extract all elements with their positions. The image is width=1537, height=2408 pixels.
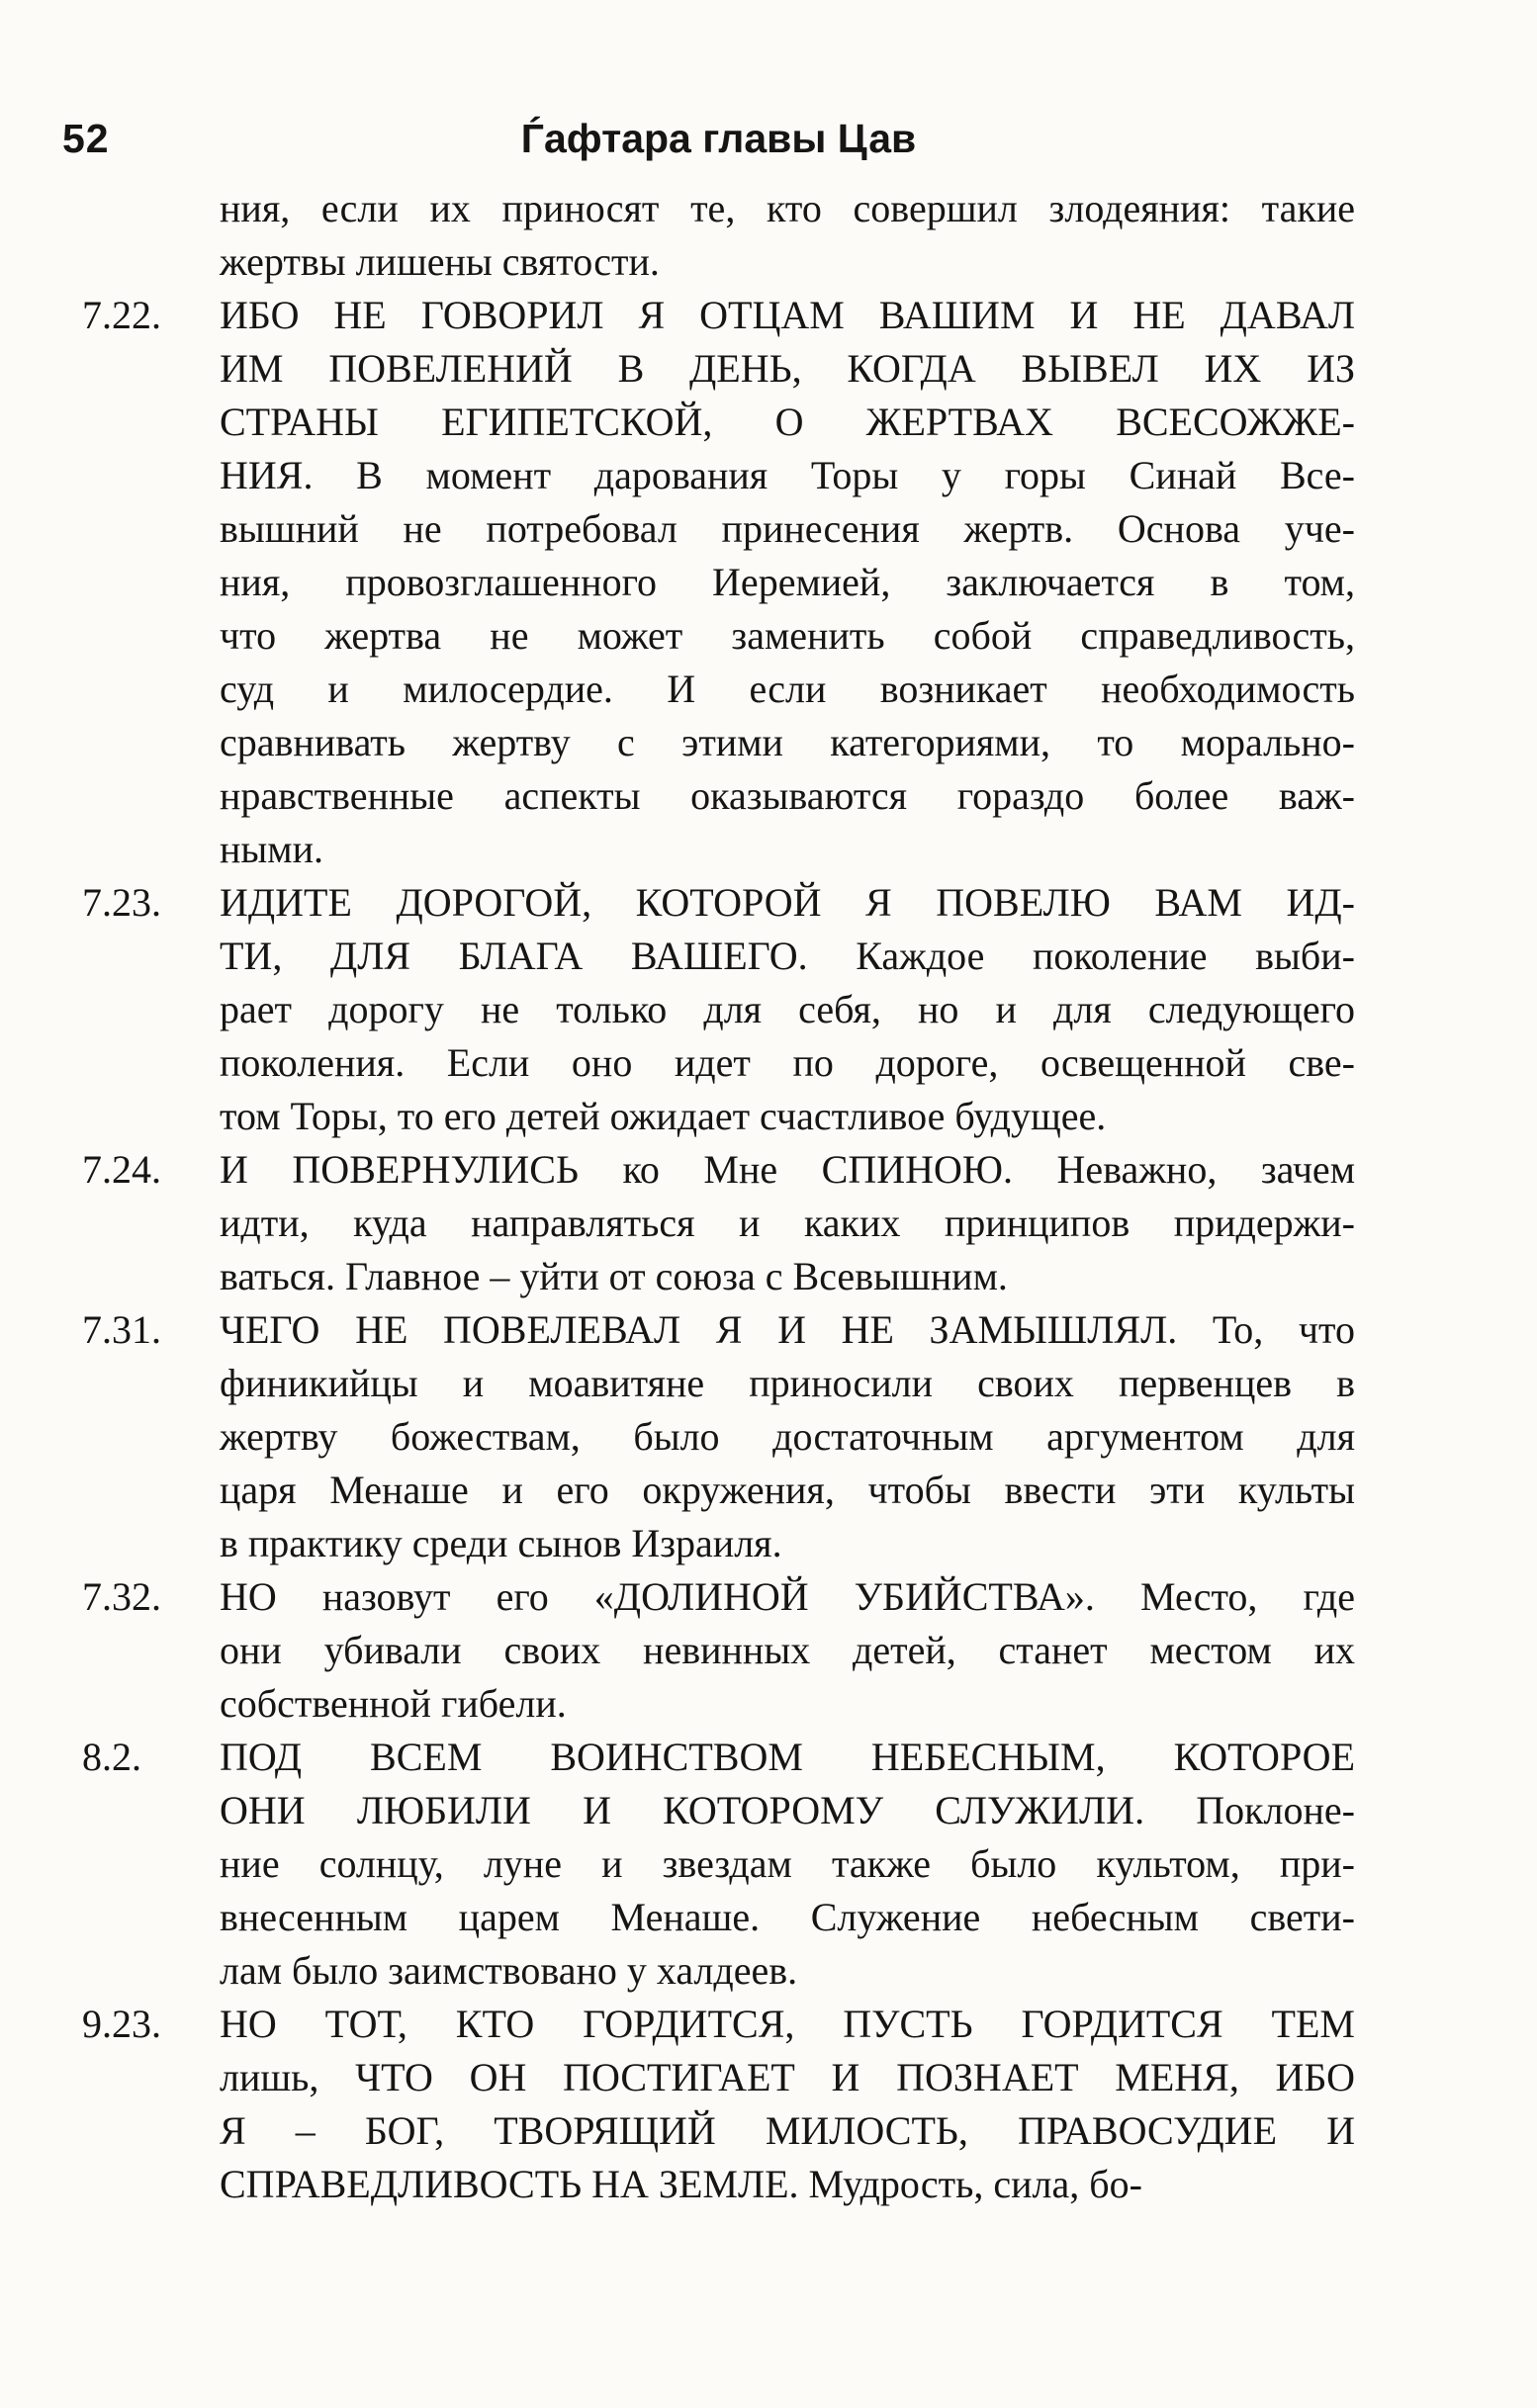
text-line: том Торы, то его детей ожидает счастливое будущее. (220, 1094, 1107, 1138)
verse-text (220, 289, 1355, 876)
paragraph (82, 289, 1355, 876)
text-line: царя Менаше и его окружения, чтобы ввести эти культы (220, 1468, 1355, 1512)
text-line: они убивали своих невинных детей, станет местом их (220, 1628, 1355, 1672)
text-line: ТИ, ДЛЯ БЛАГА ВАШЕГО. Каждое поколение выби- (220, 934, 1355, 978)
text-line: в практику среди сынов Израиля. (220, 1521, 782, 1565)
verse-number: 7.24. (82, 1147, 161, 1192)
text-line: суд и милосердие. И если возникает необходимость (220, 667, 1355, 711)
text-line: финикийцы и моавитяне приносили своих первенцев в (220, 1361, 1355, 1405)
verse-number: 7.31. (82, 1307, 161, 1352)
verse-text (220, 1998, 1355, 2211)
text-line: ИДИТЕ ДОРОГОЙ, КОТОРОЙ Я ПОВЕЛЮ ВАМ ИД- (220, 880, 1355, 925)
text-line: рает дорогу не только для себя, но и для следующего (220, 987, 1355, 1031)
verse-text (220, 876, 1355, 1143)
text-line: что жертва не может заменить собой справедливость, (220, 613, 1355, 658)
text-line: ния, если их приносят те, кто совершил злодеяния: такие (220, 186, 1355, 230)
text-line: идти, куда направляться и каких принципов придержи- (220, 1201, 1355, 1245)
verse-text (220, 1570, 1355, 1731)
page-number: 52 (62, 116, 110, 161)
text-line: ния, провозглашенного Иеремией, заключается в том, (220, 560, 1355, 604)
verse-text (220, 1143, 1355, 1303)
text-line: ИМ ПОВЕЛЕНИЙ В ДЕНЬ, КОГДА ВЫВЕЛ ИХ ИЗ (220, 346, 1355, 391)
page-header (62, 111, 1355, 166)
verse-number: 9.23. (82, 2002, 161, 2046)
text-line: лишь, ЧТО ОН ПОСТИГАЕТ И ПОЗНАЕТ МЕНЯ, ИБО (220, 2055, 1355, 2099)
text-line: ние солнцу, луне и звездам также было культом, при- (220, 1841, 1355, 1886)
verse-text (220, 1303, 1355, 1570)
text-line: И ПОВЕРНУЛИСЬ ко Мне СПИНОЮ. Неважно, зачем (220, 1147, 1355, 1192)
text-line: собственной гибели. (220, 1681, 567, 1726)
text-line: СПРАВЕДЛИВОСТЬ НА ЗЕМЛЕ. Мудрость, сила, бо- (220, 2162, 1142, 2206)
text-line: Я – БОГ, ТВОРЯЩИЙ МИЛОСТЬ, ПРАВОСУДИЕ И (220, 2108, 1355, 2153)
verse-text (220, 1731, 1355, 1998)
paragraph (82, 1998, 1355, 2211)
text-line: ЧЕГО НЕ ПОВЕЛЕВАЛ Я И НЕ ЗАМЫШЛЯЛ. То, что (220, 1307, 1355, 1352)
text-line: ИБО НЕ ГОВОРИЛ Я ОТЦАМ ВАШИМ И НЕ ДАВАЛ (220, 293, 1355, 337)
verse-number: 7.32. (82, 1574, 161, 1619)
body-text (82, 182, 1355, 2211)
paragraph (82, 1303, 1355, 1570)
text-line: внесенным царем Менаше. Служение небесным свети- (220, 1895, 1355, 1939)
text-line: ОНИ ЛЮБИЛИ И КОТОРОМУ СЛУЖИЛИ. Поклоне- (220, 1788, 1355, 1832)
text-line: НИЯ. В момент дарования Торы у горы Синай Все- (220, 453, 1355, 497)
verse-text (220, 182, 1355, 289)
paragraph (82, 182, 1355, 289)
text-line: лам было заимствовано у халдеев. (220, 1948, 798, 1993)
text-line: сравнивать жертву с этими категориями, то морально- (220, 720, 1355, 764)
verse-number: 8.2. (82, 1735, 141, 1779)
text-line: ными. (220, 827, 323, 871)
paragraph (82, 1143, 1355, 1303)
text-line: вышний не потребовал принесения жертв. Основа уче- (220, 506, 1355, 551)
text-line: жертву божествам, было достаточным аргументом для (220, 1414, 1355, 1459)
text-line: нравственные аспекты оказываются гораздо более важ- (220, 773, 1355, 818)
verse-number: 7.22. (82, 293, 161, 337)
text-line: поколения. Если оно идет по дороге, освещенной све- (220, 1040, 1355, 1085)
verse-number: 7.23. (82, 880, 161, 925)
text-line: НО назовут его «ДОЛИНОЙ УБИЙСТВА». Место, где (220, 1574, 1355, 1619)
text-line: жертвы лишены святости. (220, 239, 660, 284)
paragraph (82, 876, 1355, 1143)
paragraph (82, 1731, 1355, 1998)
text-line: ваться. Главное – уйти от союза с Всевышним. (220, 1254, 1008, 1298)
chapter-title: Ѓафтара главы Цав (520, 116, 917, 161)
paragraph (82, 1570, 1355, 1731)
text-line: ПОД ВСЕМ ВОИНСТВОМ НЕБЕСНЫМ, КОТОРОЕ (220, 1735, 1355, 1779)
text-line: НО ТОТ, КТО ГОРДИТСЯ, ПУСТЬ ГОРДИТСЯ ТЕМ (220, 2002, 1355, 2046)
text-line: СТРАНЫ ЕГИПЕТСКОЙ, О ЖЕРТВАХ ВСЕСОЖЖЕ- (220, 400, 1355, 444)
